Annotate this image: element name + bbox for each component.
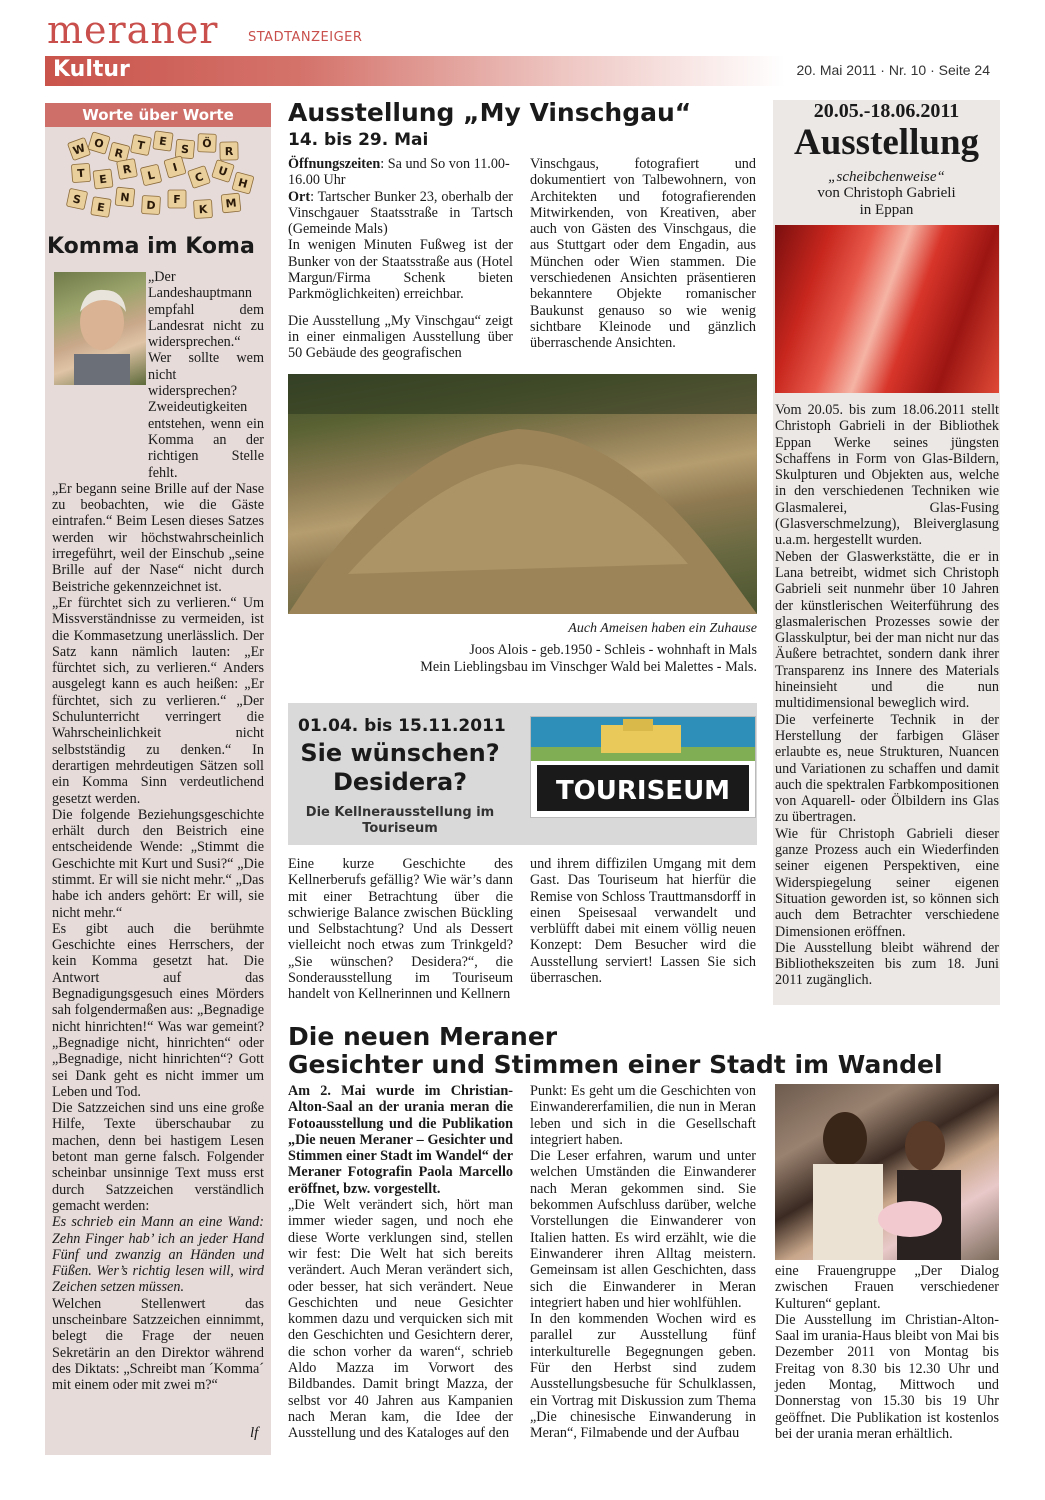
paragraph: Welchen Stellenwert das unscheinbare Satzzeichen einnimmt, belegt die Frage der neuen Sekretärin an den Direktor während des Diktats: „Schreibt man ´Komma´ mit einem oder mit zwei m?“: [52, 1295, 264, 1394]
article-column: [288, 856, 513, 1003]
article-column: [775, 1263, 999, 1442]
paragraph: Die Ausstellung „My Vinschgau“ zeigt in einer einmaligen Ausstellung über 50 Gebäude des geografischen: [288, 312, 513, 362]
svg-text:F: F: [173, 193, 181, 206]
section-title: Kultur: [53, 57, 130, 82]
paragraph: „Der Landeshauptmann empfahl dem Landesrat nicht zu widersprechen.“ Wer sollte wem nicht widersprechen? Zweideutigkeiten entstehen, wenn ein Komma an der richtigen Stelle fehlt.: [148, 269, 264, 481]
credit-line: Mein Lieblingsbau im Vinschger Wald bei Malettes - Mals.: [420, 659, 757, 675]
letter-tile: [91, 197, 112, 218]
exhibition-place: in Eppan: [859, 202, 914, 218]
touriseum-logo: [530, 716, 756, 818]
svg-text:O: O: [92, 135, 106, 152]
masthead: meraner: [47, 8, 219, 52]
desidera-title: Desidera?: [332, 768, 468, 796]
paragraph: Neben der Glaswerkstätte, die er in Lana betreibt, widmet sich Christoph Gabrieli seit nunmehr über 10 Jahren der künstlerischen Weiterführung des glasmalerischen Prozesses sowie der Glasskulptur, bei der man nicht nur das Äußere betrachtet, sondern dank ihrer Transparenz ins Innere des Materials hineinsieht und die nun multidimensional beweglich wird.: [775, 548, 999, 712]
credit-line: Joos Alois - geb.1950 - Schleis - wohnhaft in Mals: [469, 642, 757, 658]
paragraph: „Die Welt verändert sich, hört man immer wieder sagen, und noch ehe diese Worte verklungen sind, stellen wir fest: Die Welt hat sich bereits verändert. Auch Meran verändert sich, oder besser, hat sich verändert. Neue Geschichten und neue Gesichter kommen dazu und verquicken sich mit den Geschichten und Gesichtern derer, die schon vorher da waren“, schrieb Aldo Mazza im Vorwort des Bildbandes. Damit bringt Mazza, der selbst vor 40 Jahren aus Kampanien nach Meran kam, die Idee der Ausstellung und des Kataloges auf den: [288, 1197, 513, 1442]
svg-text:L: L: [146, 168, 156, 183]
paragraph: eine Frauengruppe „Der Dialog zwischen Frauen verschiedener Kulturen“ geplant.: [775, 1263, 999, 1312]
svg-text:T: T: [135, 138, 146, 153]
scrabble-tiles-graphic: [62, 130, 254, 228]
exhibition-title: Ausstellung: [793, 122, 980, 163]
letter-tile: [194, 200, 213, 219]
lead-paragraph: Am 2. Mai wurde im Christian-Alton-Saal an der urania meran die Fotoausstellung und die Publikation „Die neuen Meraner – Gesichter und Stimmen einer Stadt im Wandel“ der Meraner Fotografin Paola Marcello eröffnet, bzw. vorgestellt.: [288, 1083, 513, 1197]
letter-tile: [175, 139, 195, 159]
letter-tile: [88, 132, 110, 154]
section-bar: [45, 56, 785, 86]
letter-tile: [140, 164, 162, 186]
svg-text:E: E: [98, 172, 108, 187]
desidera-subtitle: Die Kellnerausstellung im Touriseum: [305, 805, 495, 836]
letter-tile: [221, 193, 241, 213]
svg-text:R: R: [121, 162, 133, 177]
anthill-photo: [288, 374, 757, 614]
paragraph: Wie für Christoph Gabrieli dieser ganze Prozess auch ein Wiederfinden seiner eigenen Perspektiven, eine Widerspiegelung seiner eigenen Situation geworden ist, so können sich auch dem Betrachter verschiedene Dimensionen eröffnen.: [775, 825, 999, 940]
article-column: [530, 856, 756, 986]
letter-tile: [188, 166, 211, 189]
paragraph: Die Leser erfahren, warum und unter welchen Umständen die Einwanderer nach Meran gekommen sind. Sie bekommen Aufschluss darüber, welche Vorstellungen die Einwanderer von Italien hatten. Es wird erzählt, wie die Einwanderer ihren Alltag meistern. Gemeinsam ist allen Geschichten, dass sich die Einwanderer in Meran integriert haben und hier wohlfühlen.: [530, 1148, 756, 1311]
paragraph: In den kommenden Wochen wird es parallel zur Ausstellung fünf interkulturelle Begegnungen geben. Für den Herbst sind zudem Ausstellungsbesuche für Schulklassen, ein Vortrag mit Diskussion zum Thema „Die chinesische Einwanderung in Meran“, Filmabende und der Aufbau: [530, 1311, 756, 1442]
letter-tile: [93, 169, 113, 189]
letter-tile: [168, 190, 186, 208]
paragraph: Die Ausstellung bleibt während der Bibliothekszeiten bis zum 18. Juni 2011 zugänglich.: [775, 939, 999, 989]
desidera-dates: 01.04. bis 15.11.2011: [298, 716, 506, 736]
paragraph: In wenigen Minuten Fußweg ist der Bunker von der Staatsstraße aus (Hotel Margun/Firma Schenk bieten Parkmöglichkeiten) erreichbar.: [288, 237, 513, 303]
svg-text:D: D: [146, 198, 156, 213]
svg-text:U: U: [216, 163, 230, 180]
photo-credit: [288, 642, 757, 676]
paragraph: Vom 20.05. bis zum 18.06.2011 stellt Christoph Gabrieli in der Bibliothek Eppan Werke seines jüngsten Schaffens in Form von Glas-Bildern, Skulpturen und Objekten aus, welche in den verschiedenen Techniken wie Glasmalerei, Glas-Fusing (Glasverschmelzung), Bleiverglasung u.a.m. hergestellt wurden.: [775, 402, 999, 549]
artist-name: von Christoph Gabrieli: [817, 185, 956, 201]
svg-text:K: K: [198, 202, 208, 217]
letter-tile: [232, 172, 254, 194]
article-column: [530, 1083, 756, 1442]
letter-tile: [164, 156, 186, 178]
place-text: : Tartscher Bunker 23, oberhalb der Vinschgauer Staatsstraße in Tartsch (Gemeinde Mals): [288, 188, 513, 238]
svg-text:H: H: [236, 176, 250, 191]
issue-info: 20. Mai 2011 · Nr. 10 · Seite 24: [796, 62, 990, 78]
svg-text:S: S: [180, 142, 190, 157]
letter-tile: [71, 163, 90, 182]
hours-text: : Sa und So von 11.00-16.00 Uhr: [288, 156, 510, 189]
letter-tile: [66, 188, 87, 209]
family-photo: [775, 1084, 999, 1260]
paragraph: „Er begann seine Brille auf der Nase zu beobachten, wie die Gäste eintrafen.“ Beim Lesen dieses Satzes werden wir höchstwahrscheinlich irregeführt, weil der Einschub „seine Brille auf der Nase“ nicht durch Beistriche gekennzeichnet ist.: [52, 480, 264, 595]
letter-tile: [212, 160, 235, 183]
hours-label: Öffnungszeiten: [288, 156, 381, 172]
paragraph: Die folgende Beziehungsgeschichte erhält durch den Beistrich eine entscheidende Wende: „Stimmt die Geschichte mit Kurt und Susi?“ „Die stimmt. Er will sie nicht mehr.“ „Das habe ich anders gehört: Er will, sie nicht mehr.“: [52, 806, 264, 921]
paragraph: und ihrem diffizilen Umgang mit dem Gast. Das Touriseum hat hierfür die Remise von Schloss Trauttmansdorff in einen Speisesaal verwandelt und verblüfft dabei mit einem völlig neuen Konzept: Dem Besucher wird die Ausstellung serviert! Lassen Sie sich überraschen.: [530, 856, 756, 987]
article-column: [288, 156, 513, 362]
svg-text:C: C: [193, 170, 206, 185]
svg-text:R: R: [113, 146, 125, 161]
exhibition-artist: [773, 185, 1000, 219]
article-subtitle-vinschgau: 14. bis 29. Mai: [288, 130, 429, 150]
letter-tile: [115, 187, 135, 207]
masthead-subtitle: STADTANZEIGER: [248, 30, 363, 45]
paragraph: Punkt: Es geht um die Geschichten von Einwandererfamilien, die nun in Meran leben und sich in die Gesellschaft integriert haben.: [530, 1083, 756, 1148]
photo-caption: Auch Ameisen haben ein Zuhause: [568, 621, 757, 636]
svg-text:I: I: [171, 160, 179, 175]
letter-tile: [142, 196, 161, 215]
exhibition-subtitle: „scheibchenweise“: [828, 169, 945, 185]
svg-text:E: E: [158, 134, 168, 149]
paragraph: Die verfeinerte Technik in der Herstellung der farbigen Gläser erlaubte es, neue Strukturen, Nuancen und Variationen zu schaffen und damit auch die spektralen Farbkompositionen von Aquarell- oder Ölbildern ins Glas zu übertragen.: [775, 711, 999, 826]
letter-tile: [153, 131, 173, 151]
article-title-vinschgau: Ausstellung „My Vinschgau“: [288, 98, 692, 127]
paragraph: Es gibt auch die berühmte Geschichte eines Herrschers, der kein Komma gesetzt hat. Die Antwort auf das Begnadigungsgesuch eines Mörders sah folgendermaßen aus: „Begnadige nicht hinrichten!“ Was war gemeint? „Begnadige nicht, hinrichten“ oder „Begnadige, nicht hinrichten“? Gott sei Dank geht es nicht immer um Leben und Tod.: [52, 920, 264, 1100]
letter-tile: [198, 134, 217, 153]
place-label: Ort: [288, 188, 311, 205]
column-box-title: Worte über Worte: [45, 103, 271, 127]
article-column: [288, 1083, 513, 1442]
article-title-komma: Komma im Koma: [47, 234, 255, 259]
paragraph: „Er fürchtet sich zu verlieren.“ Um Missverständnisse zu vermeiden, ist die Kommasetzung unerlässlich. Der Satz kann nämlich lauten: „Er fürchtet sich, zu verlieren.“ Anders ausgelegt kann es auch heißen: „Er fürchtet, sich zu verlieren.“ „Der Schulunterricht verringert die Wahrscheinlichkeit nicht selbstständig zu denken.“ In derartigen mehrdeutigen Sätzen soll ein Komma Sinn verdeutlichend gesetzt werden.: [52, 594, 264, 807]
letter-tile: [117, 159, 138, 180]
paragraph: Vinschgaus, fotografiert und dokumentiert von Talbewohnern, von Architekten und fotografierenden Mitwirkenden, von Kreativen, aber auch von Gästen des Vinschgaus, die aus Stuttgart oder dem Engadin, aus München oder Wien stammen. Die verschiedenen Ansichten präsentieren bekanntere Objekte romanischer Baukunst genauso so wie wenig sichtbare Kleinode und gänzlich überraschende Ansichten.: [530, 156, 756, 352]
paragraph: Die Satzzeichen sind uns eine große Hilfe, Texte überschaubar zu machen, denn bei hastigem Lesen betont man gerne falsch. Folgender scheinbar unsinnige Text muss erst durch Satzzeichen verständlich gemacht werden:: [52, 1100, 264, 1214]
svg-text:N: N: [119, 190, 131, 205]
italic-quote: Es schrieb ein Mann an eine Wand: Zehn Finger hab’ ich an jeder Hand Fünf und zwanzig an Händen und Füßen. Wer’s richtig lesen will, wird Zeichen setzen müssen.: [52, 1214, 264, 1296]
letter-tile: [67, 137, 90, 160]
exhibition-body: [775, 402, 999, 989]
article-title-meraner: Die neuen Meraner: [288, 1022, 558, 1051]
svg-text:E: E: [96, 200, 106, 215]
desidera-title: Sie wünschen?: [300, 739, 500, 767]
article-subtitle-meraner: Gesichter und Stimmen einer Stadt im Wandel: [288, 1050, 943, 1079]
paragraph: Die Ausstellung im Christian-Alton-Saal im urania-Haus bleibt von Mai bis Dezember 2011 von Montag bis Freitag von 8.30 bis 12.30 Uhr und jeden Montag, Mittwoch und Donnerstag von 15.30 bis 19 Uhr geöffnet. Die Publikation ist kostenlos bei der urania meran erhältlich.: [775, 1311, 999, 1442]
letter-tile: [220, 142, 238, 160]
letter-tile: [130, 134, 151, 155]
article-body-komma: [52, 269, 264, 1393]
svg-text:S: S: [71, 192, 83, 207]
svg-text:W: W: [71, 141, 88, 158]
svg-text:T: T: [76, 166, 86, 181]
glass-art-photo: [775, 225, 999, 393]
author-signature: lf: [250, 1425, 259, 1441]
svg-text:M: M: [224, 196, 238, 211]
logo-text: TOURISEUM: [555, 776, 731, 806]
svg-text:Ö: Ö: [202, 136, 212, 151]
paragraph: Eine kurze Geschichte des Kellnerberufs gefällig? Wie wär’s dann mit einer Betrachtung über die schwierige Balance zwischen Bückling und Selbstachtung? Und als Dessert vielleicht noch etwas zum Trinkgeld? „Sie wünschen? Desidera?“, die Sonderausstellung im Touriseum handelt von Kellnerinnen und Kellnern: [288, 856, 513, 1003]
article-column: [530, 156, 756, 352]
exhibition-dates: 20.05.-18.06.2011: [813, 100, 960, 122]
svg-text:R: R: [224, 144, 234, 159]
